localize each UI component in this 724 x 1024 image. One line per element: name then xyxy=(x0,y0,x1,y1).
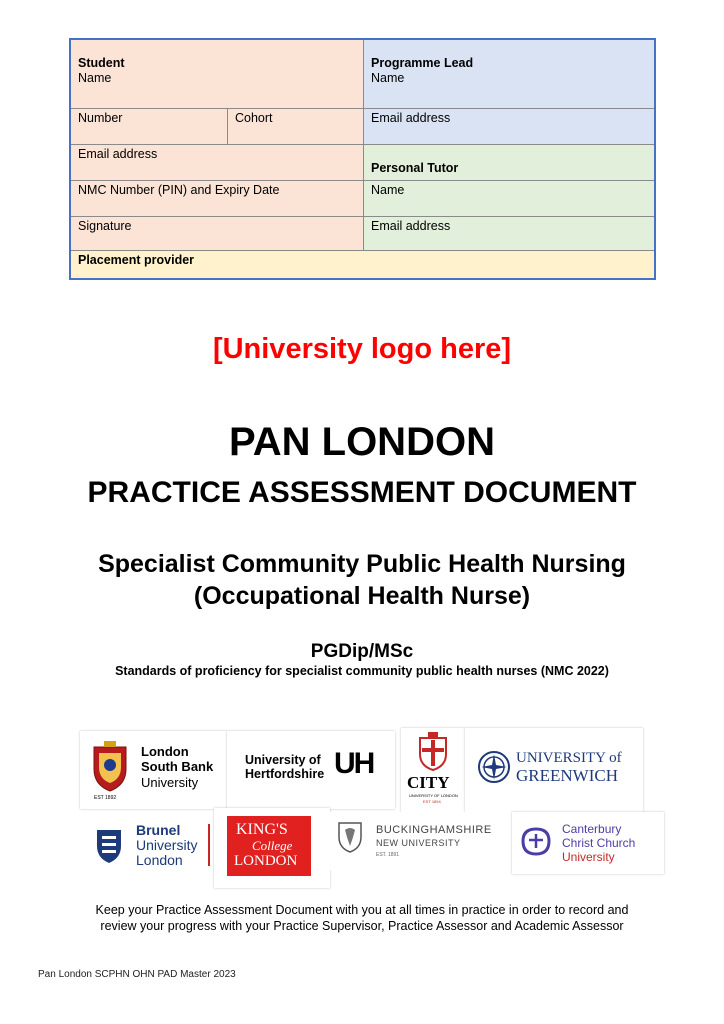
lsbu-line2: South Bank xyxy=(141,759,214,774)
herts-logo xyxy=(227,731,395,809)
subtitle-line2: (Occupational Health Nurse) xyxy=(193,582,531,610)
city-crest-icon xyxy=(416,732,450,772)
tutor-email-label: Email address xyxy=(371,219,451,233)
student-name-cell[interactable] xyxy=(71,40,363,108)
details-table xyxy=(69,38,656,280)
brunel-line2: University xyxy=(136,837,198,853)
greenwich-line1: UNIVERSITY of xyxy=(516,750,622,766)
lead-email-label: Email address xyxy=(371,111,451,125)
student-signature-label: Signature xyxy=(78,219,132,233)
herts-line1: University of xyxy=(245,753,321,767)
brunel-line1: Brunel xyxy=(136,822,181,838)
footer-note xyxy=(0,902,724,934)
bucks-est: EST. 1891 xyxy=(376,852,400,858)
subtitle-line1: Specialist Community Public Health Nursing xyxy=(98,550,626,578)
canterbury-line1: Canterbury xyxy=(562,822,622,836)
student-number-label: Number xyxy=(78,111,123,125)
tutor-heading: Personal Tutor xyxy=(371,161,459,175)
footer-note-line1: Keep your Practice Assessment Document with you at all times in practice in order to record and xyxy=(95,903,629,917)
brunel-logo xyxy=(86,812,212,886)
tutor-name-cell[interactable] xyxy=(363,180,654,216)
standards-label: Standards of proficiency for specialist community public health nurses (NMC 2022) xyxy=(115,664,609,678)
placement-provider-cell[interactable] xyxy=(71,250,654,278)
city-est: EST 1894 xyxy=(423,799,441,804)
tutor-email-cell[interactable] xyxy=(363,216,654,250)
brunel-crest-icon xyxy=(94,826,124,866)
lsbu-logo xyxy=(80,731,227,809)
greenwich-compass-icon xyxy=(477,750,511,784)
bucks-line1: BUCKINGHAMSHIRE xyxy=(376,824,492,836)
kings-line1: KING'S xyxy=(236,821,288,838)
kings-logo xyxy=(214,808,330,888)
student-heading: Student xyxy=(78,56,125,70)
lead-heading: Programme Lead xyxy=(371,56,474,70)
document-title-line1: PAN LONDON xyxy=(229,420,495,464)
student-nmc-cell[interactable] xyxy=(71,180,363,216)
lead-name-cell[interactable] xyxy=(363,40,654,108)
lsbu-est: EST 1892 xyxy=(94,795,117,801)
canterbury-line3: University xyxy=(562,850,615,864)
document-title-line2: PRACTICE ASSESSMENT DOCUMENT xyxy=(87,476,637,509)
footer-note-line2: review your progress with your Practice Supervisor, Practice Assessor and Academic Assessor xyxy=(100,919,624,933)
document-subtitle xyxy=(0,548,724,612)
kings-line3: LONDON xyxy=(234,853,298,869)
kings-line2: College xyxy=(252,838,293,853)
bucks-crest-icon xyxy=(336,820,364,854)
student-nmc-label: NMC Number (PIN) and Expiry Date xyxy=(78,183,280,197)
greenwich-line2: GREENWICH xyxy=(516,766,618,785)
student-name-label: Name xyxy=(78,71,112,85)
brunel-line3: London xyxy=(136,852,183,868)
tutor-name-label: Name xyxy=(371,183,405,197)
canterbury-line2: Christ Church xyxy=(562,836,636,850)
lead-name-label: Name xyxy=(371,71,405,85)
university-logo-placeholder: [University logo here] xyxy=(212,333,512,365)
student-cohort-cell[interactable] xyxy=(227,108,363,144)
placement-heading: Placement provider xyxy=(78,253,195,267)
student-email-label: Email address xyxy=(78,147,158,161)
student-email-cell[interactable] xyxy=(71,144,363,180)
bucks-logo xyxy=(330,812,512,870)
page-footer: Pan London SCPHN OHN PAD Master 2023 xyxy=(38,969,236,980)
brunel-divider xyxy=(208,824,210,866)
herts-mark: UH xyxy=(334,747,374,780)
bucks-line2: NEW UNIVERSITY xyxy=(376,838,461,848)
city-sub: UNIVERSITY OF LONDON xyxy=(409,793,458,798)
degree-label: PGDip/MSc xyxy=(310,641,414,662)
greenwich-logo xyxy=(465,728,643,812)
lsbu-line1: London xyxy=(141,744,189,759)
canterbury-logo xyxy=(512,812,664,874)
tutor-heading-cell xyxy=(363,144,654,180)
canterbury-logo-icon xyxy=(516,826,556,858)
lead-email-cell[interactable] xyxy=(363,108,654,144)
student-signature-cell[interactable] xyxy=(71,216,363,250)
city-logo xyxy=(401,728,465,812)
student-cohort-label: Cohort xyxy=(235,111,273,125)
city-name: CITY xyxy=(407,773,450,792)
herts-line2: Hertfordshire xyxy=(245,767,325,781)
student-number-cell[interactable] xyxy=(71,108,227,144)
lsbu-line3: University xyxy=(141,775,199,790)
lsbu-crest-icon xyxy=(90,741,130,793)
